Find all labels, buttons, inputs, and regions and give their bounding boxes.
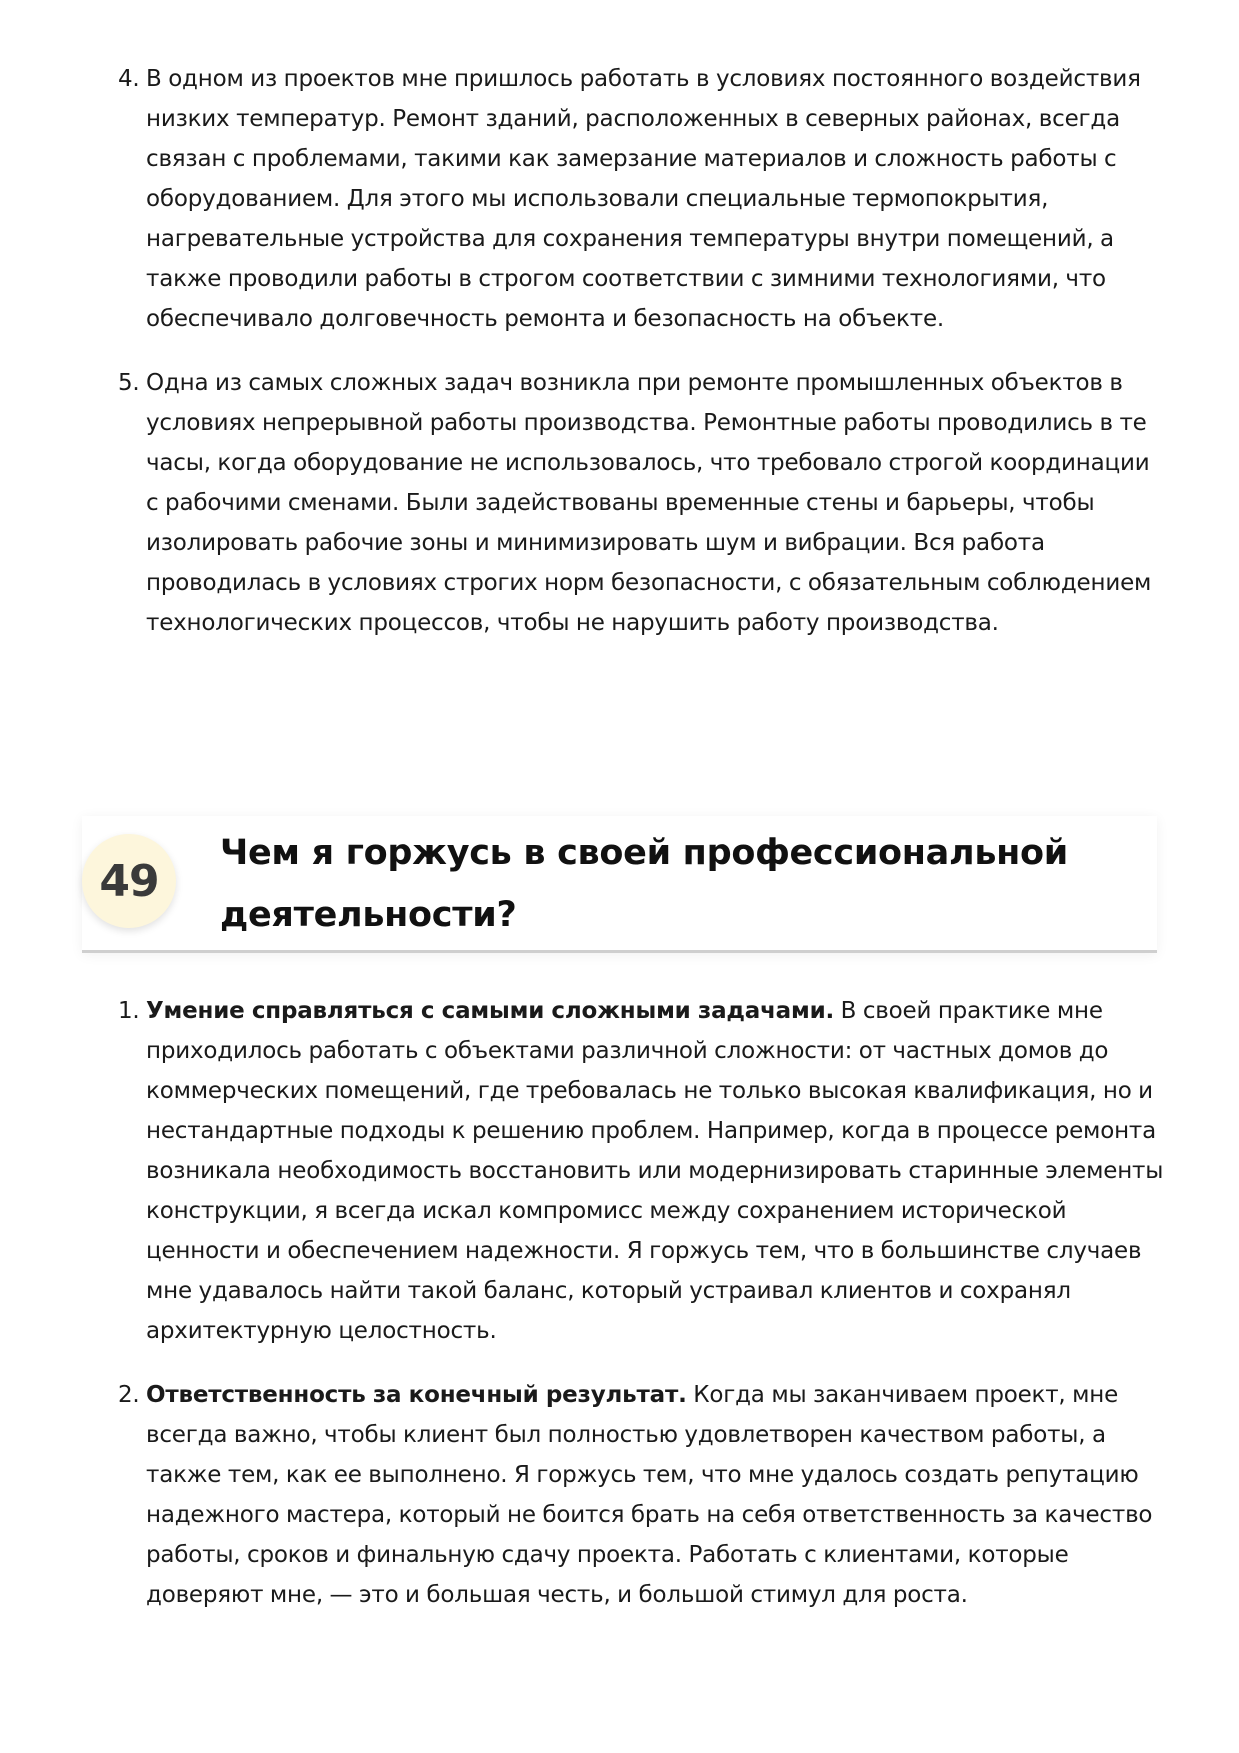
list-item-text: В своей практике мне приходилось работать с объектами различной сложности: от частных домов до коммерческих помещений, где требовалась не только высокая квалификация, но и нестандартные подходы к решению проблем. Например, когда в процессе ремонта возникала необходимость восстановить или модернизировать старинные элементы конструкции, я всегда искал компромисс между сохранением исторической ценности и обеспечением надежности. Я горжусь тем, что в большинстве случаев мне удавалось найти такой баланс, который устраивал клиентов и сохранял архитектурную целостность.	[146, 998, 1164, 1344]
list-item	[118, 991, 1168, 1351]
list-item	[118, 363, 1168, 643]
list-item-number: 4.	[118, 66, 140, 92]
list-item	[118, 1375, 1168, 1615]
section-number-badge: 49	[82, 834, 176, 928]
list-item-text: Одна из самых сложных задач возникла при ремонте промышленных объектов в условиях непрерывной работы производства. Ремонтные работы проводились в те часы, когда оборудование не использовалось, что требовало строгой координации с рабочими сменами. Были задействованы временные стены и барьеры, чтобы изолировать рабочие зоны и минимизировать шум и вибрации. Вся работа проводилась в условиях строгих норм безопасности, с обязательным соблюдением технологических процессов, чтобы не нарушить работу производства.	[146, 370, 1152, 636]
numbered-list-previous-section	[118, 59, 1168, 643]
list-item-text: В одном из проектов мне пришлось работать в условиях постоянного воздействия низких температур. Ремонт зданий, расположенных в северных районах, всегда связан с проблемами, такими как замерзание материалов и сложность работы с оборудованием. Для этого мы использовали специальные термопокрытия, нагревательные устройства для сохранения температуры внутри помещений, а также проводили работы в строгом соответствии с зимними технологиями, что обеспечивало долговечность ремонта и безопасность на объекте.	[146, 66, 1141, 332]
list-item	[118, 59, 1168, 339]
list-item-number: 5.	[118, 370, 140, 396]
list-item-number: 1.	[118, 998, 140, 1024]
list-item-number: 2.	[118, 1382, 140, 1408]
section-header	[82, 816, 1157, 953]
list-item-lead: Ответственность за конечный результат.	[146, 1382, 687, 1408]
section-title: Чем я горжусь в своей профессиональной деятельности?	[220, 833, 1069, 935]
list-item-lead: Умение справляться с самыми сложными задачами.	[146, 998, 835, 1024]
list-item-text: Когда мы заканчиваем проект, мне всегда важно, чтобы клиент был полностью удовлетворен качеством работы, а также тем, как ее выполнено. Я горжусь тем, что мне удалось создать репутацию надежного мастера, который не боится брать на себя ответственность за качество работы, сроков и финальную сдачу проекта. Работать с клиентами, которые доверяют мне, — это и большая честь, и большой стимул для роста.	[146, 1382, 1153, 1608]
numbered-list-section-49	[118, 991, 1168, 1615]
